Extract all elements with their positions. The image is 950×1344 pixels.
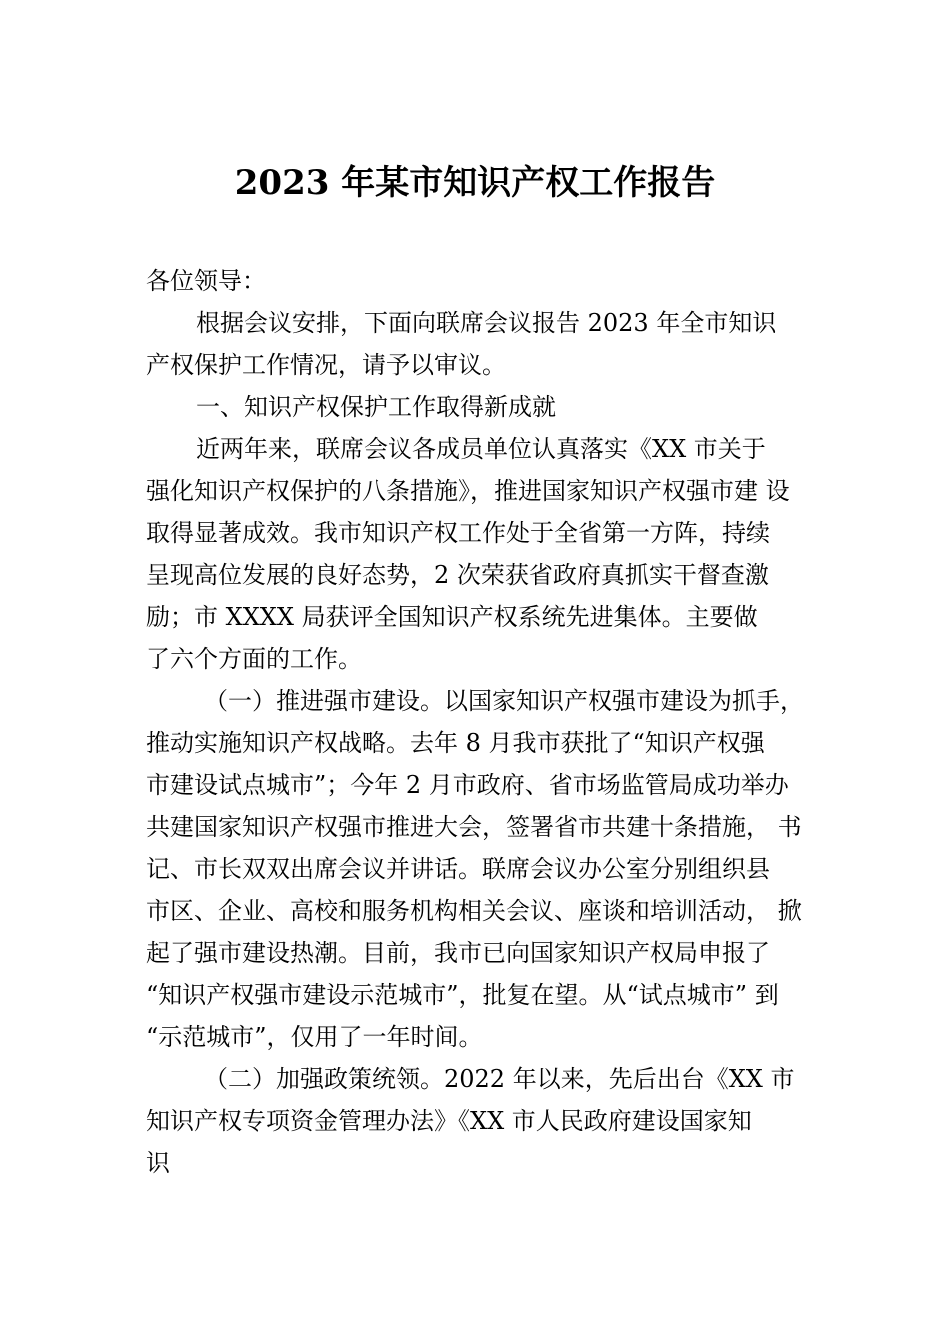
paragraph-line: “示范城市”，仅用了一年时间。 [146, 1023, 483, 1051]
salutation-line: 各位领导： [146, 267, 266, 295]
paragraph-line: 市建设试点城市”；今年 2 月市政府、省市场监管局成功举办 [146, 771, 789, 799]
paragraph-line: 市区、企业、高校和服务机构相关会议、座谈和培训活动， 掀 [146, 897, 802, 925]
paragraph-line: 推动实施知识产权战略。去年 8 月我市获批了“知识产权强 [146, 729, 765, 757]
document-title: 2023 年某市知识产权工作报告 [234, 163, 716, 203]
paragraph-line: 共建国家知识产权强市推进大会，签署省市共建十条措施， 书 [146, 813, 802, 841]
paragraph-line: 产权保护工作情况，请予以审议。 [146, 351, 506, 379]
paragraph-line: 根据会议安排，下面向联席会议报告 2023 年全市知识 [196, 309, 777, 337]
subsection-line: （二）加强政策统领。2022 年以来，先后出台《XX 市 [204, 1065, 795, 1093]
paragraph-line: 起了强市建设热潮。目前，我市已向国家知识产权局申报了 [146, 939, 770, 967]
subsection-line: （一）推进强市建设。以国家知识产权强市建设为抓手， [204, 687, 804, 715]
paragraph-line: 知识产权专项资金管理办法》《XX 市人民政府建设国家知 [146, 1107, 752, 1135]
paragraph-line: 识 [146, 1149, 170, 1177]
paragraph-line: “知识产权强市建设示范城市”，批复在望。从“试点城市” 到 [146, 981, 779, 1009]
document-body [146, 260, 808, 1184]
section-heading: 一、知识产权保护工作取得新成就 [196, 393, 556, 421]
paragraph-line: 强化知识产权保护的八条措施》，推进国家知识产权强市建 设 [146, 477, 790, 505]
paragraph-line: 记、市长双双出席会议并讲话。联席会议办公室分别组织县 [146, 855, 770, 883]
paragraph-line: 励；市 XXXX 局获评全国知识产权系统先进集体。主要做 [146, 603, 758, 631]
paragraph-line: 呈现高位发展的良好态势，2 次荣获省政府真抓实干督查激 [146, 561, 769, 589]
paragraph-line: 近两年来，联席会议各成员单位认真落实《XX 市关于 [196, 435, 766, 463]
paragraph-line: 取得显著成效。我市知识产权工作处于全省第一方阵，持续 [146, 519, 770, 547]
paragraph-line: 了六个方面的工作。 [146, 645, 362, 673]
